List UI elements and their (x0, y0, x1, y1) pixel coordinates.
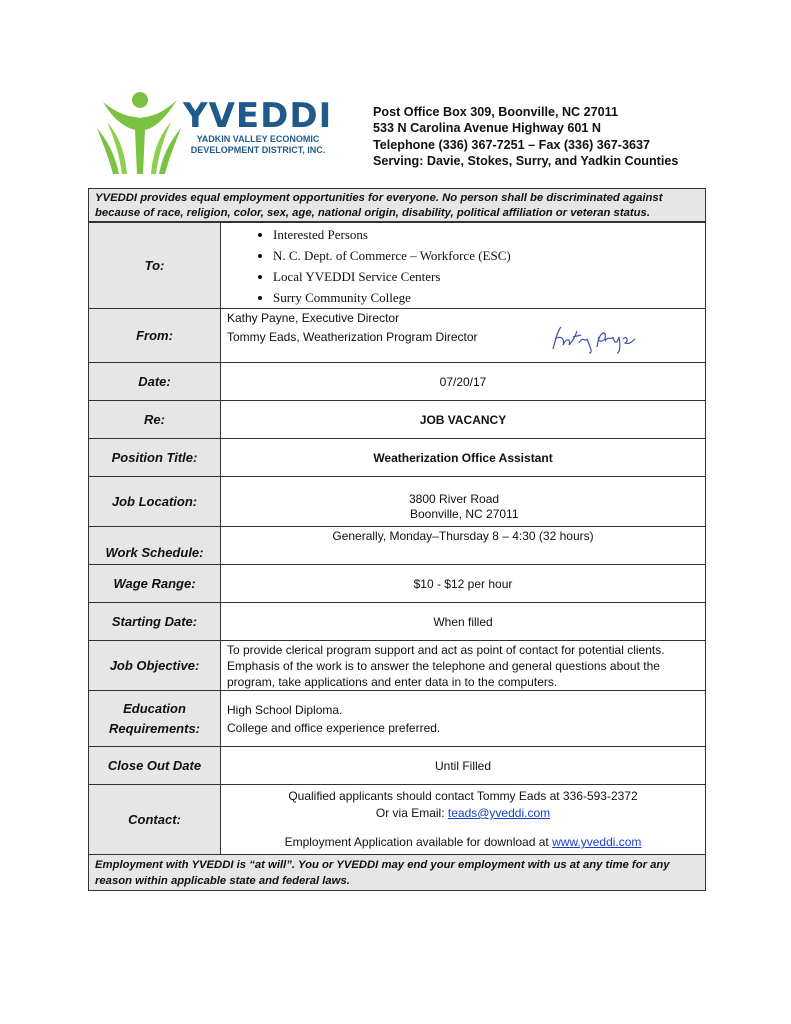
brand-name: YVEDDI (183, 96, 333, 136)
date-value: 07/20/17 (221, 363, 706, 401)
row-job-objective (89, 641, 706, 691)
close-out-date-label: Close Out Date (89, 747, 221, 785)
contact-email-line (221, 805, 705, 822)
contact-label: Contact: (89, 785, 221, 855)
serving-line: Serving: Davie, Stokes, Surry, and Yadkin Counties (373, 154, 679, 169)
job-vacancy-form (88, 188, 706, 891)
wage-range-label: Wage Range: (89, 565, 221, 603)
starting-date-label: Starting Date: (89, 603, 221, 641)
brand-subtitle-1: YADKIN VALLEY ECONOMIC (196, 134, 320, 144)
job-objective-text: To provide clerical program support and act as point of contact for potential clients. Emphasis of the work is to answer the telephone and general questions about the program, take applications and enter data in to the computers. (227, 642, 665, 689)
brand-subtitle-2: DEVELOPMENT DISTRICT, INC. (190, 145, 326, 155)
from-value (221, 309, 706, 363)
contact-email-prefix: Or via Email: (375, 806, 448, 820)
re-value: JOB VACANCY (221, 401, 706, 439)
contact-application-line (221, 834, 705, 851)
application-prefix: Employment Application available for download at (284, 835, 553, 849)
email-link[interactable]: teads@yveddi.com (447, 806, 551, 820)
vacancy-table (88, 222, 706, 855)
job-objective-value (221, 641, 706, 691)
education-label-line: Education (123, 700, 186, 716)
row-education (89, 691, 706, 747)
list-item: • N. C. Dept. of Commerce – Workforce (ESC) (273, 245, 705, 266)
row-work-schedule (89, 527, 706, 565)
at-will-footer: Employment with YVEDDI is “at will”. You or YVEDDI may end your employment with us at any time for any reason within applicable state and federal laws. (88, 855, 706, 891)
signature-icon (549, 323, 637, 355)
position-title-label: Position Title: (89, 439, 221, 477)
date-label: Date: (89, 363, 221, 401)
row-contact (89, 785, 706, 855)
yveddi-logo (93, 88, 333, 178)
wage-range-value: $10 - $12 per hour (221, 565, 706, 603)
list-item: • Interested Persons (273, 224, 705, 245)
from-line: Tommy Eads, Weatherization Program Director (227, 330, 478, 344)
recipient-list (221, 224, 705, 308)
address-line: Post Office Box 309, Boonville, NC 27011 (373, 105, 618, 119)
from-line: Kathy Payne, Executive Director (227, 311, 400, 325)
re-label: Re: (89, 401, 221, 439)
to-value (221, 223, 706, 309)
row-starting-date (89, 603, 706, 641)
to-label: To: (89, 223, 221, 309)
close-out-date-value: Until Filled (221, 747, 706, 785)
job-objective-label: Job Objective: (89, 641, 221, 691)
education-value (221, 691, 706, 747)
equal-opportunity-notice: YVEDDI provides equal employment opportunities for everyone. No person shall be discriminated against because of race, religion, color, sex, age, national origin, disability, political affiliation or veteran status. (88, 188, 706, 222)
starting-date-value: When filled (221, 603, 706, 641)
work-schedule-label: Work Schedule: (89, 527, 221, 565)
list-item: • Surry Community College (273, 287, 705, 308)
row-date (89, 363, 706, 401)
from-label: From: (89, 309, 221, 363)
location-line: 3800 River Road (409, 491, 500, 506)
row-from (89, 309, 706, 363)
row-job-location (89, 477, 706, 527)
row-to (89, 223, 706, 309)
list-item: • Local YVEDDI Service Centers (273, 266, 705, 287)
row-position-title (89, 439, 706, 477)
website-link[interactable]: www.yveddi.com (552, 835, 642, 849)
row-re (89, 401, 706, 439)
education-label-line: Requirements: (108, 720, 201, 736)
job-location-value (221, 477, 706, 527)
position-title-value: Weatherization Office Assistant (221, 439, 706, 477)
education-label (89, 691, 221, 747)
row-close-out-date (89, 747, 706, 785)
logo-figure-icon (93, 88, 183, 178)
location-line: Boonville, NC 27011 (410, 506, 519, 521)
contact-value (221, 785, 706, 855)
address-block (373, 104, 678, 170)
address-line: 533 N Carolina Avenue Highway 601 N (373, 121, 601, 136)
education-line: College and office experience preferred. (227, 720, 441, 735)
phone-fax-line: Telephone (336) 367-7251 – Fax (336) 367-3637 (373, 137, 650, 152)
job-location-label: Job Location: (89, 477, 221, 527)
contact-line: Qualified applicants should contact Tommy Eads at 336-593-2372 (288, 789, 638, 803)
education-line: High School Diploma. (227, 702, 343, 717)
work-schedule-value: Generally, Monday–Thursday 8 – 4:30 (32 hours) (221, 527, 706, 565)
row-wage-range (89, 565, 706, 603)
